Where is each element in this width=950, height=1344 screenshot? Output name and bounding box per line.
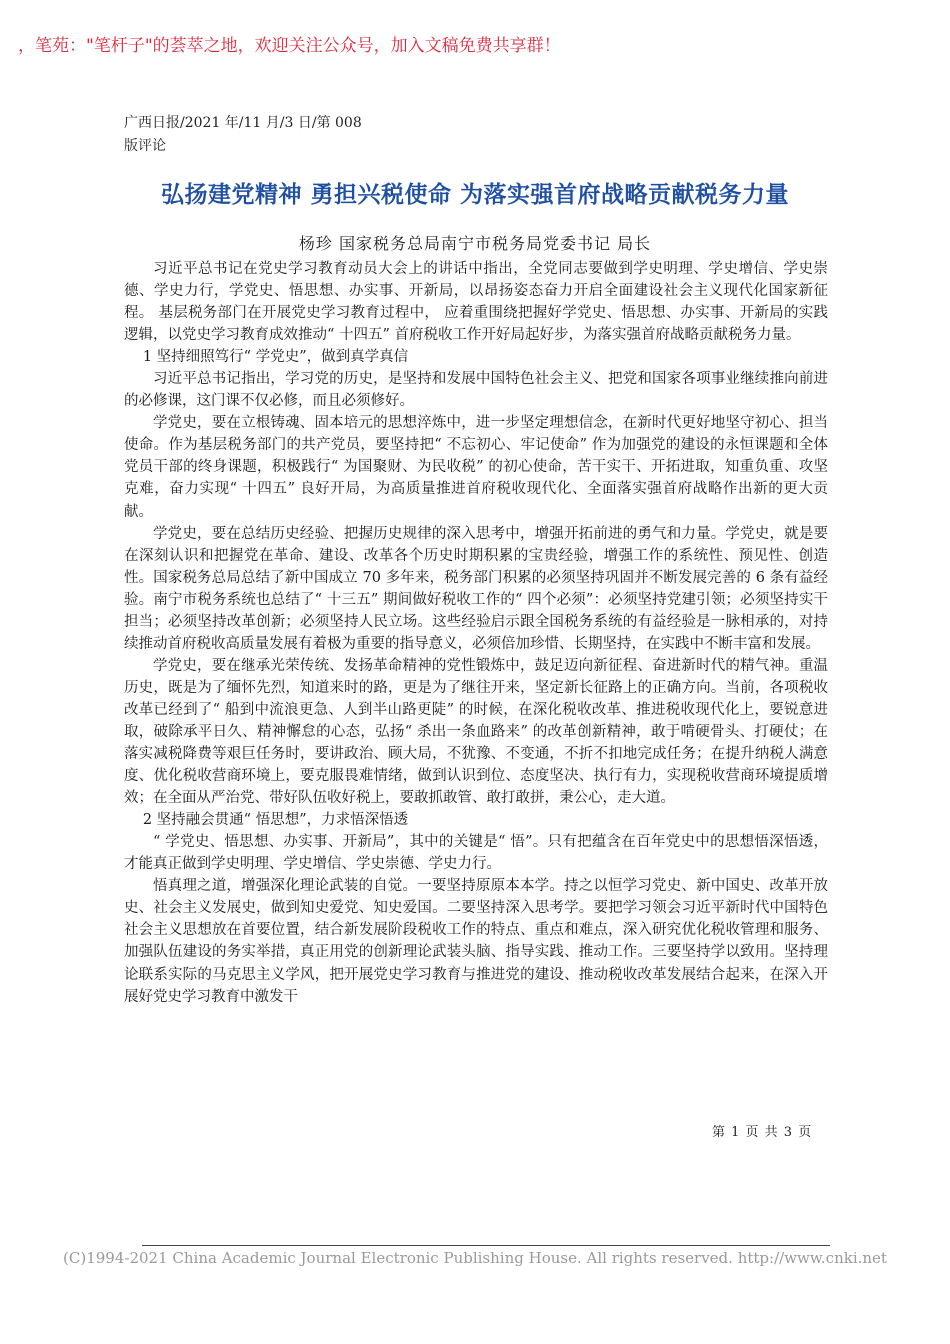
source-line-1: 广西日报/2021 年/11 月/3 日/第 008 xyxy=(124,115,362,131)
copyright-footer: (C)1994-2021 China Academic Journal Electronic Publishing House. All rights reserved. http://www.cnki.net xyxy=(63,1249,887,1267)
promo-banner: ，笔苑："笔杆子"的荟萃之地，欢迎关注公众号，加入文稿免费共享群！ xyxy=(18,36,561,56)
paragraph: 习近平总书记指出，学习党的历史，是坚持和发展中国特色社会主义、把党和国家各项事业继续推向前进的必修课，这门课不仅必修，而且必须修好。 xyxy=(124,371,828,410)
author-byline: 杨珍 国家税务总局南宁市税务局党委书记 局长 xyxy=(298,234,652,253)
paragraph: “ 学党史、悟思想、办实事、开新局”，其中的关键是“ 悟”。只有把蕴含在百年党史中的思想悟深悟透，才能真正做到学史明理、学史增信、学史崇德、学史力行。 xyxy=(124,834,828,873)
paragraph: 学党史，要在继承光荣传统、发扬革命精神的党性锻炼中，鼓足迈向新征程、奋进新时代的精气神。重温历史，既是为了缅怀先烈，知道来时的路，更是为了继往开来，坚定新长征路上的正确方向。当前，各项税收改革已经到了“ 船到中流浪更急、人到半山路更陡” 的时候，在深化税收改革、推进税收现代化上，要锐意进取，破除承平日久、精神懈怠的心态，弘扬“ 杀出一条血路来” 的改革创新精神，敢于啃硬骨头、打硬仗；在落实减税降费等艰巨任务时，要讲政治、顾大局，不犹豫、不变通，不折不扣地完成任务；在提升纳税人满意度、优化税收营商环境上，要克服畏难情绪，做到认识到位、态度坚决、执行有力，实现税收营商环境提质增效；在全面从严治党、带好队伍收好税上，要敢抓敢管、敢打敢拼，秉公心，走大道。 xyxy=(124,657,828,807)
paragraph-intro: 习近平总书记在党史学习教育动员大会上的讲话中指出，全党同志要做到学史明理、学史增信、学史崇德、学史力行，学党史、悟思想、办实事、开新局，以昂扬姿态奋力开启全面建设社会主义现代化国家新征程。 基层税务部门在开展党史学习教育过程中， 应着重围绕把握好学党史、悟思想、办实事、开新局的实践逻辑，以党史学习教育成效推动“ 十四五” 首府税收工作开好局起好步，为落实强首府战略贡献税务力量。 xyxy=(124,261,828,344)
section-heading-2: 2 坚持融会贯通“ 悟思想”，力求悟深悟透 xyxy=(142,812,409,829)
paragraph: 学党史，要在总结历史经验、把握历史规律的深入思考中，增强开拓前进的勇气和力量。学党史，就是要在深刻认识和把握党在革命、建设、改革各个历史时期积累的宝贵经验，增强工作的系统性、预见性、创造性。国家税务总局总结了新中国成立 70 多年来，税务部门积累的必须坚持巩固并不断发展完善的 6 条有益经验。南宁市税务系统也总结了“ 十三五” 期间做好税收工作的“ 四个必须”：必须坚持党建引领；必须坚持实干担当；必须坚持改革创新；必须坚持人民立场。这些经验启示跟全国税务系统的有益经验是一脉相承的，对持续推动首府税收高质量发展有着极为重要的指导意义，必须倍加珍惜、长期坚持，在实践中不断丰富和发展。 xyxy=(124,525,828,652)
article-body xyxy=(124,258,828,1008)
paragraph: 悟真理之道，增强深化理论武装的自觉。一要坚持原原本本学。持之以恒学习党史、新中国史、改革开放史、社会主义发展史，做到知史爱党、知史爱国。二要坚持深入思考学。要把学习领会习近平新时代中国特色社会主义思想放在首要位置，结合新发展阶段税收工作的特点、重点和难点，深入研究优化税收管理和服务、加强队伍建设的务实举措，真正用党的创新理论武装头脑、指导实践、推动工作。三要坚持学以致用。坚持理论联系实际的马克思主义学风，把开展党史学习教育与推进党的建设、推动税收改革发展结合起来，在深入开展好党史学习教育中激发干 xyxy=(124,878,828,1005)
article-title: 弘扬建党精神 勇担兴税使命 为落实强首府战略贡献税务力量 xyxy=(160,182,789,208)
paragraph: 学党史，要在立根铸魂、固本培元的思想淬炼中，进一步坚定理想信念，在新时代更好地坚守初心、担当使命。作为基层税务部门的共产党员，要坚持把“ 不忘初心、牢记使命” 作为加强党的建设的永恒课题和全体党员干部的终身课题，积极践行“ 为国聚财、为民收税” 的初心使命，苦干实干、开拓进取，知重负重、攻坚克难，奋力实现“ 十四五” 良好开局，为高质量推进首府税收现代化、全面落实强首府战略作出新的更大贡献。 xyxy=(124,415,828,520)
footer-divider xyxy=(142,1245,830,1246)
section-heading-1: 1 坚持细照笃行“ 学党史”，做到真学真信 xyxy=(142,349,409,366)
source-line-2: 版评论 xyxy=(124,138,166,154)
source-info xyxy=(124,112,362,158)
page-indicator: 第 1 页 共 3 页 xyxy=(712,1125,813,1140)
